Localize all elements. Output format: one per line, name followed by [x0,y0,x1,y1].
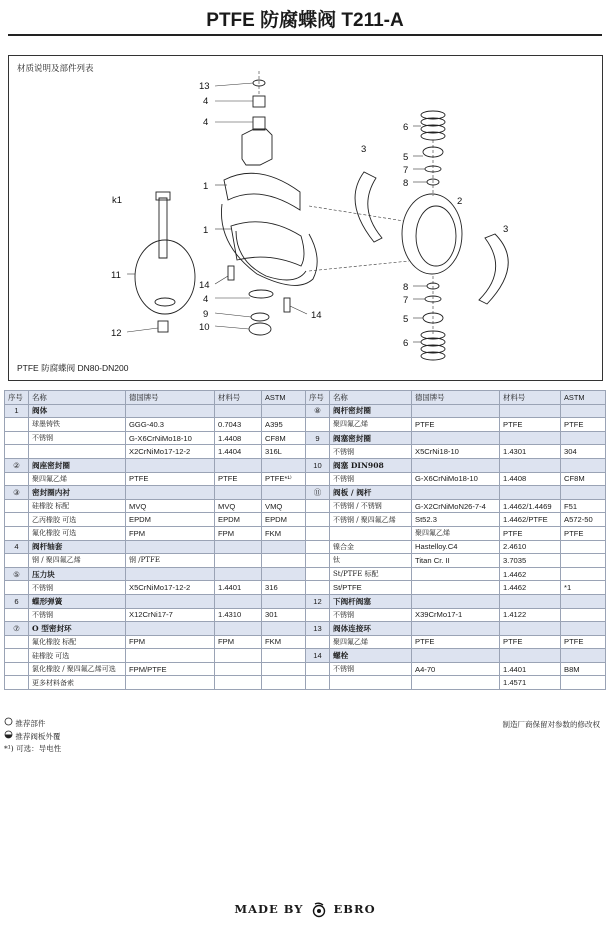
table-cell: 阀杆轴套 [29,540,126,554]
table-cell [330,676,412,690]
table-cell: 不锈钢 [330,608,412,622]
table-cell [561,458,606,472]
table-cell: PTFE [215,472,262,486]
table-cell: 1.4571 [500,676,561,690]
table-cell [412,431,500,445]
table-cell: 螺栓 [330,649,412,663]
table-cell: G-X6CrNiMo18-10 [126,431,215,445]
table-cell [412,649,500,663]
table-cell: 14 [306,649,330,663]
table-cell: A572-50 [561,513,606,527]
table-cell [126,649,215,663]
table-cell [500,458,561,472]
footer [0,902,610,918]
table-cell: X2CrNiMo17-12-2 [126,445,215,459]
table-cell: X5CrNiMo17-12-2 [126,581,215,595]
table-cell: ③ [5,486,29,500]
table-cell: 镍合金 [330,540,412,554]
table-cell: G-X6CrNiMo18-10 [412,472,500,486]
table-cell: 1.4401 [500,662,561,676]
table-cell: 1.4401 [215,581,262,595]
table-cell [215,662,262,676]
table-cell: FPM/PTFE [126,662,215,676]
table-cell: 压力块 [29,567,126,581]
table-row [5,445,606,459]
table-cell [262,649,306,663]
table-cell [126,676,215,690]
table-cell: 氟化橡胶 标配 [29,635,126,649]
table-cell: 不锈钢 [29,608,126,622]
callout-13: 13 [199,81,210,92]
table-cell: 蝶形弹簧 [29,594,126,608]
table-cell [500,594,561,608]
table-cell: 1.4122 [500,608,561,622]
table-cell [5,662,29,676]
table-cell: ⑧ [306,404,330,418]
table-cell: 1.4462/1.4469 [500,499,561,513]
table-cell: *1 [561,581,606,595]
table-cell [561,594,606,608]
table-cell: 密封圈内衬 [29,486,126,500]
table-cell: 304 [561,445,606,459]
table-cell: PTFE [500,526,561,540]
legend-recommended-parts-text: 推荐部件 [15,719,46,728]
callout-1b: 1 [203,225,209,236]
table-cell: 氯化橡胶 / 聚四氟乙烯可选 [29,662,126,676]
table-row [5,649,606,663]
callout-4b: 4 [203,117,209,128]
table-cell [262,567,306,581]
table-cell [306,581,330,595]
table-cell [306,445,330,459]
table-cell: CF8M [262,431,306,445]
table-row [5,581,606,595]
table-cell: PTFE [561,526,606,540]
table-cell [215,594,262,608]
legend-recommended-disc-coating [4,730,61,743]
parts-table [4,390,606,690]
table-row [5,662,606,676]
callout-6a: 6 [403,122,409,133]
callout-8a: 8 [403,178,409,189]
table-cell: ② [5,458,29,472]
table-cell [412,486,500,500]
table-cell [412,404,500,418]
table-cell [561,431,606,445]
table-cell: 聚四氟乙烯 [412,526,500,540]
column-header: ASTM [561,391,606,405]
table-header-row [5,391,606,405]
table-cell: 10 [306,458,330,472]
table-cell: 阀塞 DIN908 [330,458,412,472]
table-cell [306,662,330,676]
table-cell: 下阀杆阀塞 [330,594,412,608]
table-cell [126,458,215,472]
legend-recommended-parts [4,717,61,730]
table-cell [5,608,29,622]
table-cell [5,499,29,513]
table-cell: 4 [5,540,29,554]
table-cell [561,608,606,622]
table-cell [306,567,330,581]
table-cell [500,431,561,445]
table-cell: FPM [215,526,262,540]
made-by-text: MADE BY [234,902,304,916]
diagram-caption: PTFE 防腐蝶阀 DN80-DN200 [17,363,129,373]
table-cell: 聚四氟乙烯 [330,635,412,649]
callout-14b: 14 [311,310,322,321]
table-cell: X12CrNi17-7 [126,608,215,622]
table-cell: 乙丙橡胶 可选 [29,513,126,527]
table-cell: 阀体 [29,404,126,418]
table-cell [126,486,215,500]
table-cell [412,567,500,581]
table-cell: GGG-40.3 [126,418,215,432]
table-cell [561,567,606,581]
table-cell [561,486,606,500]
table-cell [500,486,561,500]
table-cell: PTFE [126,472,215,486]
table-cell [5,472,29,486]
callout-k1: k1 [112,195,123,206]
table-row [5,458,606,472]
table-cell: St52.3 [412,513,500,527]
table-row [5,540,606,554]
table-cell: FPM [126,526,215,540]
table-cell [262,458,306,472]
table-cell [5,431,29,445]
table-cell: 不锈钢 / 不锈钢 [330,499,412,513]
table-cell: 阀板 / 阀杆 [330,486,412,500]
table-cell [561,649,606,663]
table-cell: 301 [262,608,306,622]
table-cell: 不锈钢 [330,445,412,459]
page-title: PTFE 防腐蝶阀 T211-A [206,10,404,31]
callout-6b: 6 [403,338,409,349]
table-cell: 1.4408 [500,472,561,486]
exploded-view-drawing [9,56,604,382]
table-cell [306,472,330,486]
table-cell: 不锈钢 [330,662,412,676]
callout-3b: 3 [503,224,509,235]
table-cell: FPM [215,635,262,649]
table-cell: 聚四氟乙烯 [330,418,412,432]
table-cell: 1.4301 [500,445,561,459]
table-cell: 钢 /PTFE [126,554,215,568]
table-cell: 13 [306,622,330,636]
table-cell [561,676,606,690]
table-cell: FKM [262,526,306,540]
exploded-diagram [8,55,603,381]
column-header: 序号 [306,391,330,405]
table-cell: ⑤ [5,567,29,581]
table-cell: 不锈钢 [29,581,126,595]
table-cell: FKM [262,635,306,649]
table-cell: 6 [5,594,29,608]
table-body [5,404,606,689]
callout-7a: 7 [403,165,409,176]
table-row [5,418,606,432]
table-cell [5,554,29,568]
table-cell [412,676,500,690]
table-cell: VMQ [262,499,306,513]
table-cell: 1.4404 [215,445,262,459]
table-cell: Hastelloy.C4 [412,540,500,554]
table-cell: 316 [262,581,306,595]
table-cell [561,622,606,636]
table-cell [5,649,29,663]
callout-14a: 14 [199,280,210,291]
table-cell: St/PTFE [330,581,412,595]
table-cell [262,540,306,554]
table-cell: 阀塞密封圈 [330,431,412,445]
table-cell: St/PTFE 标配 [330,567,412,581]
table-cell: PTFE [561,635,606,649]
manufacturer-note: 制造厂商保留对参数的修改权 [502,720,600,729]
table-cell [306,540,330,554]
table-cell [215,554,262,568]
table-row [5,676,606,690]
callout-2: 2 [457,196,463,207]
table-cell [215,486,262,500]
table-cell: 1.4408 [215,431,262,445]
table-cell [306,513,330,527]
table-cell: MVQ [215,499,262,513]
table-cell: F51 [561,499,606,513]
table-cell: A4-70 [412,662,500,676]
table-cell [126,404,215,418]
table-cell [330,526,412,540]
callout-4c: 4 [203,294,209,305]
table-cell: ⑦ [5,622,29,636]
table-cell [29,445,126,459]
circle-outline-icon [4,717,13,726]
table-cell: 3.7035 [500,554,561,568]
callout-12: 12 [111,328,122,339]
table-cell [5,526,29,540]
table-cell: 阀座密封圈 [29,458,126,472]
table-row [5,635,606,649]
column-header: ASTM [262,391,306,405]
column-header: 材料号 [500,391,561,405]
table-cell: A395 [262,418,306,432]
table-cell: 钢 / 聚四氟乙烯 [29,554,126,568]
table-row [5,622,606,636]
table-cell [262,404,306,418]
table-cell: 钛 [330,554,412,568]
table-cell [306,554,330,568]
table-cell: 12 [306,594,330,608]
table-cell: ⑪ [306,486,330,500]
table-row [5,594,606,608]
table-cell [306,526,330,540]
column-header: 名称 [330,391,412,405]
table-cell: X39CrMo17-1 [412,608,500,622]
table-cell [412,622,500,636]
table-row [5,404,606,418]
half-circle-icon [4,730,13,739]
table-cell [262,622,306,636]
table-cell: 1.4462 [500,567,561,581]
table-cell [126,540,215,554]
table-cell: 球墨铸铁 [29,418,126,432]
table-row [5,567,606,581]
table-cell: PTFE [500,635,561,649]
table-cell: 1 [5,404,29,418]
table-cell: PTFE [412,635,500,649]
diagram-heading: 材质说明及部件列表 [17,64,94,74]
table-cell: EPDM [126,513,215,527]
callout-5a: 5 [403,152,409,163]
table-cell: EPDM [215,513,262,527]
legend [4,717,61,755]
table-cell: G-X2CrNiMoN26-7-4 [412,499,500,513]
callout-9: 9 [203,309,209,320]
title-rule [8,34,602,36]
table-row [5,554,606,568]
column-header: 德国牌号 [126,391,215,405]
table-cell [262,676,306,690]
table-cell: CF8M [561,472,606,486]
table-cell [500,649,561,663]
table-cell: PTFE [500,418,561,432]
callout-3a: 3 [361,144,367,155]
table-cell: PTFE [412,418,500,432]
callout-10: 10 [199,322,210,333]
table-cell [126,567,215,581]
table-cell [5,445,29,459]
table-cell [5,676,29,690]
table-row [5,486,606,500]
table-cell [561,404,606,418]
table-cell: Titan Cr. II [412,554,500,568]
callout-11: 11 [111,270,121,281]
table-row [5,608,606,622]
table-cell [262,662,306,676]
table-cell [500,404,561,418]
table-cell [215,458,262,472]
table-cell [5,635,29,649]
table-cell: 硅橡胶 标配 [29,499,126,513]
table-cell [215,567,262,581]
table-cell [5,513,29,527]
column-header: 德国牌号 [412,391,500,405]
table-cell: 2.4610 [500,540,561,554]
table-cell: 不锈钢 [29,431,126,445]
table-cell [306,676,330,690]
table-cell: O 型密封环 [29,622,126,636]
table-cell: PTFE*¹⁾ [262,472,306,486]
brand-text: EBRO [333,902,376,916]
table-cell [215,676,262,690]
table-cell [126,594,215,608]
table-cell: PTFE [561,418,606,432]
table-cell [561,554,606,568]
table-cell: MVQ [126,499,215,513]
table-cell: 硅橡胶 可选 [29,649,126,663]
table-cell: 1.4310 [215,608,262,622]
table-row [5,472,606,486]
table-cell [215,649,262,663]
table-cell [5,581,29,595]
table-cell: 不锈钢 [330,472,412,486]
legend-optional-note: *¹) 可选：导电性 [4,744,62,753]
callout-1a: 1 [203,181,209,192]
table-row [5,431,606,445]
table-cell: 阀杆密封圈 [330,404,412,418]
table-cell [126,622,215,636]
table-cell [262,594,306,608]
table-cell [215,540,262,554]
table-cell [262,554,306,568]
table-cell: 不锈钢 / 聚四氟乙烯 [330,513,412,527]
table-cell: B8M [561,662,606,676]
callout-5b: 5 [403,314,409,325]
callout-7b: 7 [403,295,409,306]
callout-4a: 4 [203,96,209,107]
table-row [5,526,606,540]
table-cell: X5CrNi18-10 [412,445,500,459]
ebro-logo-icon [312,902,326,918]
table-cell: FPM [126,635,215,649]
table-cell [561,540,606,554]
table-cell [306,608,330,622]
table-cell [306,635,330,649]
table-cell [412,581,500,595]
table-cell: 阀体连接环 [330,622,412,636]
table-row [5,499,606,513]
table-cell: 氟化橡胶 可选 [29,526,126,540]
column-header: 序号 [5,391,29,405]
legend-recommended-disc-coating-text: 推荐阀板外覆 [15,732,61,741]
table-row [5,513,606,527]
table-cell [5,418,29,432]
table-cell [306,418,330,432]
column-header: 材料号 [215,391,262,405]
table-cell [306,499,330,513]
callout-8b: 8 [403,282,409,293]
table-cell: 316L [262,445,306,459]
table-cell [215,622,262,636]
table-cell: 更多材料备索 [29,676,126,690]
table-cell: 1.4462 [500,581,561,595]
table-cell: 9 [306,431,330,445]
table-cell [262,486,306,500]
table-cell [500,622,561,636]
table-cell: EPDM [262,513,306,527]
table-cell: 1.4462/PTFE [500,513,561,527]
column-header: 名称 [29,391,126,405]
table-cell [412,594,500,608]
table-cell [412,458,500,472]
table-cell [215,404,262,418]
table-cell: 聚四氟乙烯 [29,472,126,486]
table-cell: 0.7043 [215,418,262,432]
